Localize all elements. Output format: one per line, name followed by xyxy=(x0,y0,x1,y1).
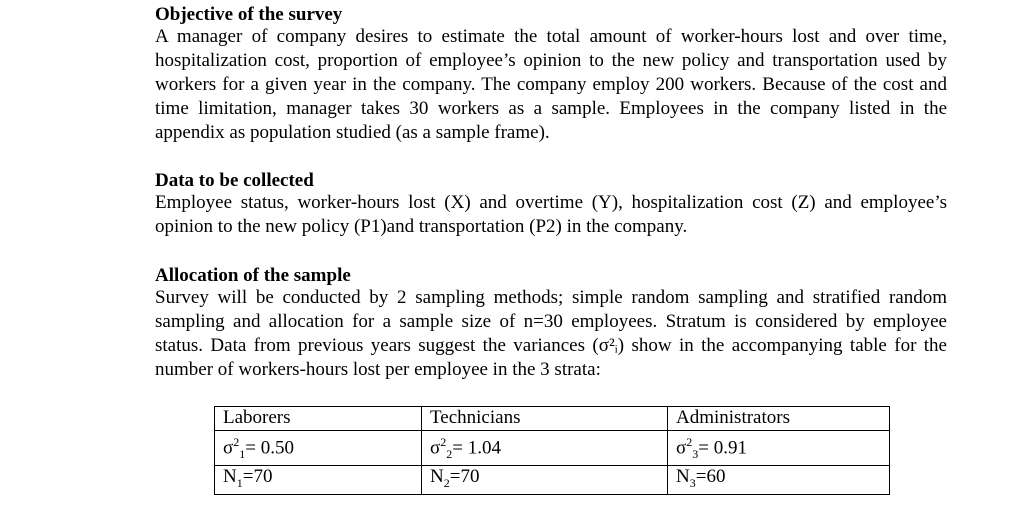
data-collected-text: Employee status, worker-hours lost (X) and overtime (Y), hospitalization cost (Z) and employee’s opinion to the new policy (P1)and transportation (P2) in the company. xyxy=(155,192,947,237)
variance-sub: 1 xyxy=(239,447,246,462)
table-header-row xyxy=(215,407,890,431)
variance-sub: 3 xyxy=(692,447,699,462)
size-symbol: N xyxy=(223,466,237,488)
data-collected-section xyxy=(155,170,947,239)
strata-table xyxy=(214,406,890,495)
data-collected-heading: Data to be collected xyxy=(155,170,314,191)
size-cell xyxy=(422,466,668,495)
document-page xyxy=(155,4,947,490)
size-symbol: N xyxy=(430,466,444,488)
variance-sup: 2 xyxy=(686,435,693,449)
size-value: =70 xyxy=(449,466,480,488)
objective-text: A manager of company desires to estimate the total amount of worker-hours lost and over time, hospitalization cost, proportion of employee’s opinion to the new policy and transportation used by workers for a given year in the company. The company employ 200 workers. Because of the cost and time limitation, manager takes 30 workers as a sample. Employees in the company listed in the appendix as population studied (as a sample frame). xyxy=(155,26,947,143)
sigma-symbol: σ xyxy=(223,437,234,459)
variance-value: = 1.04 xyxy=(452,437,501,459)
table-size-row xyxy=(215,466,890,495)
header-laborers: Laborers xyxy=(215,407,422,431)
variance-sub: 2 xyxy=(446,447,453,462)
variance-value: = 0.50 xyxy=(245,437,294,459)
variance-value: = 0.91 xyxy=(698,437,747,459)
objective-section xyxy=(155,4,947,145)
variance-cell xyxy=(668,431,890,466)
size-sub: 3 xyxy=(689,475,696,490)
size-sub: 2 xyxy=(443,475,450,490)
size-cell xyxy=(215,466,422,495)
size-value: =70 xyxy=(242,466,273,488)
variance-cell xyxy=(215,431,422,466)
size-cell xyxy=(668,466,890,495)
variance-cell xyxy=(422,431,668,466)
sigma-symbol: σ xyxy=(676,437,687,459)
allocation-section xyxy=(155,265,947,382)
variance-sup: 2 xyxy=(233,435,240,449)
size-value: =60 xyxy=(695,466,726,488)
size-symbol: N xyxy=(676,466,690,488)
header-technicians: Technicians xyxy=(422,407,668,431)
allocation-heading: Allocation of the sample xyxy=(155,265,351,286)
sigma-symbol: σ xyxy=(430,437,441,459)
size-sub: 1 xyxy=(236,475,243,490)
header-administrators: Administrators xyxy=(668,407,890,431)
table-variance-row xyxy=(215,431,890,466)
allocation-text: Survey will be conducted by 2 sampling methods; simple random sampling and stratified random sampling and allocation for a sample size of n=30 employees. Stratum is considered by employee status. Data from previous years suggest the variances (σ²ᵢ) show in the accompanying table for the number of workers-hours lost per employee in the 3 strata: xyxy=(155,287,947,380)
variance-sup: 2 xyxy=(440,435,447,449)
objective-heading: Objective of the survey xyxy=(155,4,343,25)
